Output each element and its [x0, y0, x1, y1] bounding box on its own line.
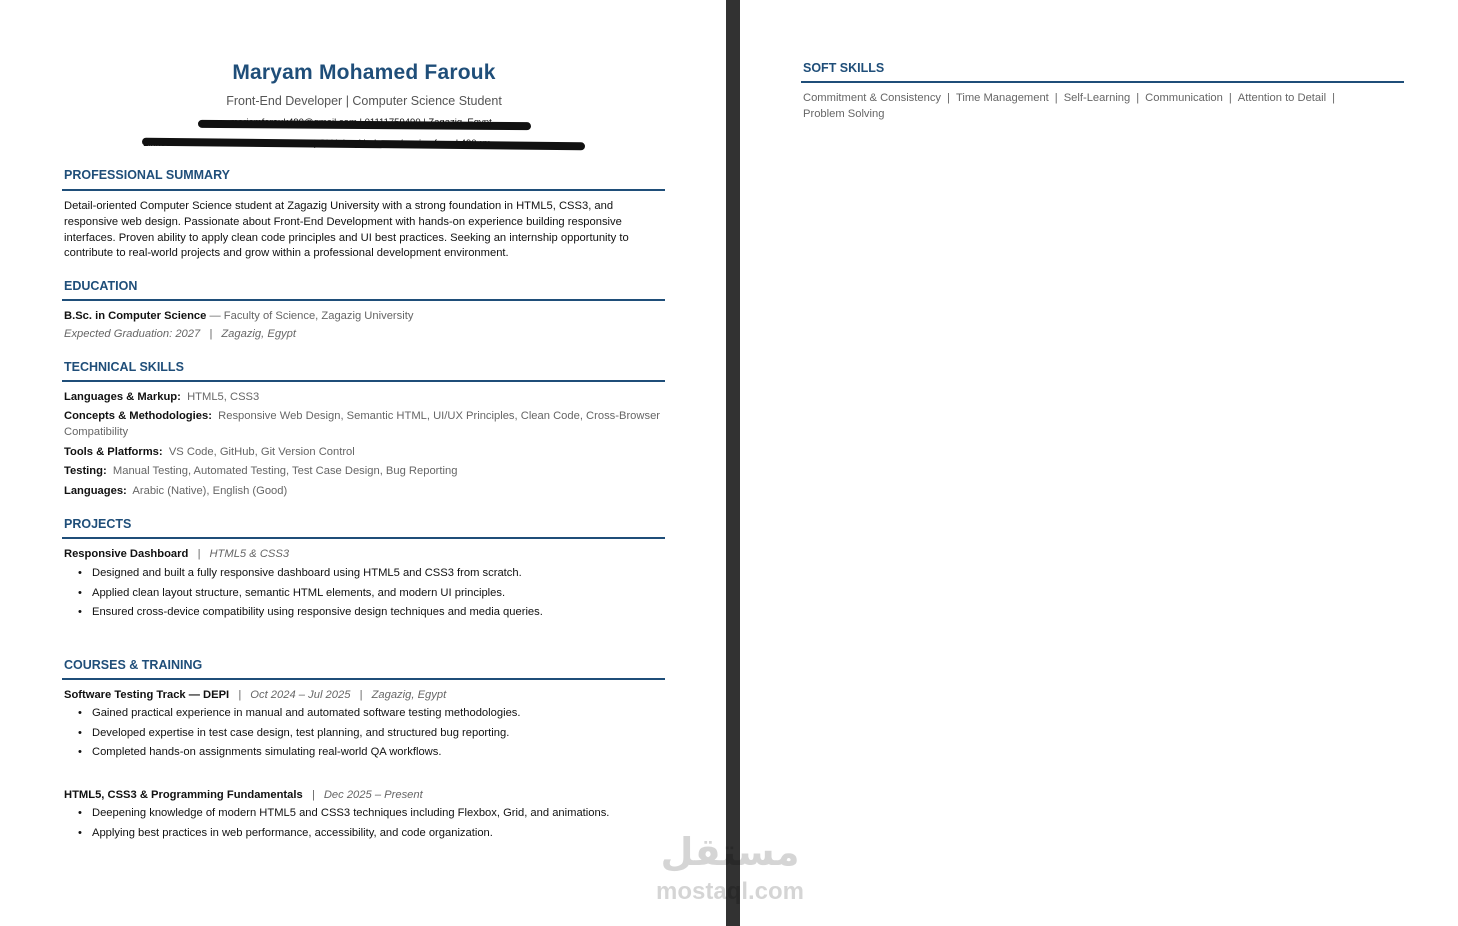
list-item: • Gained practical experience in manual and automated software testing methodologies.	[78, 705, 678, 725]
soft-skills-rule	[801, 81, 1404, 83]
contact-redaction	[198, 120, 531, 130]
soft-skill: Problem Solving	[803, 108, 885, 120]
project-bullets	[78, 565, 678, 624]
course-dates: Oct 2024 – Jul 2025	[250, 689, 351, 701]
separator: |	[1228, 92, 1232, 104]
education-degree-line	[64, 308, 664, 324]
separator: |	[1054, 92, 1058, 104]
skill-value: VS Code, GitHub, Git Version Control	[168, 446, 355, 458]
list-item: • Applying best practices in web performance, accessibility, and code organization.	[78, 825, 678, 845]
graduation: Expected Graduation: 2027	[64, 328, 201, 340]
courses-rule	[62, 678, 665, 680]
separator: |	[1136, 92, 1140, 104]
candidate-subtitle: Front-End Developer | Computer Science Student	[226, 94, 502, 108]
skill-value: Arabic (Native), English (Good)	[132, 485, 288, 497]
projects-heading: PROJECTS	[64, 517, 132, 531]
summary-heading: PROFESSIONAL SUMMARY	[64, 168, 230, 182]
separator: |	[359, 689, 363, 701]
project-tech: HTML5 & CSS3	[209, 548, 290, 560]
skill-row	[64, 483, 664, 499]
skill-row	[64, 389, 664, 405]
skill-row	[64, 408, 664, 440]
course-name: HTML5, CSS3 & Programming Fundamentals	[64, 789, 303, 801]
education-heading: EDUCATION	[64, 279, 138, 293]
soft-skill: Communication	[1145, 92, 1223, 104]
courses-heading: COURSES & TRAINING	[64, 658, 203, 672]
skill-label: Tools & Platforms:	[64, 446, 163, 458]
skill-value: Manual Testing, Automated Testing, Test Case Design, Bug Reporting	[112, 465, 458, 477]
project-name: Responsive Dashboard	[64, 548, 189, 560]
list-item: • Deepening knowledge of modern HTML5 and CSS3 techniques including Flexbox, Grid, and animations.	[78, 805, 678, 825]
soft-skills-list	[803, 90, 1403, 122]
skill-label: Testing:	[64, 465, 107, 477]
skill-label: Concepts & Methodologies:	[64, 410, 212, 422]
degree: B.Sc. in Computer Science	[64, 310, 207, 322]
skill-label: Languages:	[64, 485, 127, 497]
separator: |	[238, 689, 242, 701]
course-bullets	[78, 805, 678, 844]
course-name: Software Testing Track — DEPI	[64, 689, 230, 701]
list-item: • Designed and built a fully responsive dashboard using HTML5 and CSS3 from scratch.	[78, 565, 678, 585]
projects-rule	[62, 537, 665, 539]
soft-skill: Attention to Detail	[1237, 92, 1327, 104]
separator: |	[197, 548, 201, 560]
list-item: • Developed expertise in test case design, test planning, and structured bug reporting.	[78, 725, 678, 745]
skills-rule	[62, 380, 665, 382]
soft-skill: Self-Learning	[1063, 92, 1131, 104]
separator: |	[311, 789, 315, 801]
skill-row	[64, 463, 664, 479]
soft-skill: Commitment & Consistency	[803, 92, 942, 104]
resume-page-1	[0, 0, 726, 926]
skill-value: HTML5, CSS3	[187, 391, 260, 403]
soft-skill: Time Management	[955, 92, 1049, 104]
list-item: • Ensured cross-device compatibility using responsive design techniques and media queries.	[78, 604, 678, 624]
course-bullets	[78, 705, 678, 764]
separator: |	[1332, 92, 1336, 104]
resume-page-2	[740, 0, 1458, 926]
list-item: • Completed hands-on assignments simulating real-world QA workflows.	[78, 744, 678, 764]
mostaql-watermark	[640, 830, 820, 910]
summary-rule	[62, 189, 665, 191]
course-location: Zagazig, Egypt	[371, 689, 447, 701]
page-divider	[726, 0, 740, 926]
education-location: Zagazig, Egypt	[221, 328, 296, 340]
course-dates: Dec 2025 – Present	[323, 789, 423, 801]
separator: |	[947, 92, 950, 104]
institution: — Faculty of Science, Zagazig University	[209, 310, 414, 322]
skill-row	[64, 444, 664, 460]
summary-text: Detail-oriented Computer Science student at Zagazig University with a strong foundation in HTML5, CSS3, and responsive web design. Passionate about Front-End Development with hands-on experience building responsive interfaces. Proven ability to apply clean code principles and UI best practices. Seeking an internship opportunity to contribute to real-world projects and grow within a professional development environment.	[64, 200, 629, 260]
education-graduation-line	[64, 326, 664, 342]
skills-heading: TECHNICAL SKILLS	[64, 360, 184, 374]
candidate-name: Maryam Mohamed Farouk	[232, 61, 496, 84]
course-title-line	[64, 787, 664, 803]
soft-skills-heading: SOFT SKILLS	[803, 61, 885, 75]
list-item: • Applied clean layout structure, semantic HTML elements, and modern UI principles.	[78, 585, 678, 605]
watermark-latin: mostaql.com	[655, 878, 805, 905]
skill-value: Responsive Web Design, Semantic HTML, UI/UX Principles, Clean Code, Cross-Browser Compatibility	[64, 410, 661, 438]
education-rule	[62, 299, 665, 301]
watermark-arabic: مستقل	[660, 830, 800, 874]
separator: |	[209, 328, 213, 340]
project-title-line	[64, 546, 664, 562]
course-title-line	[64, 687, 664, 703]
skill-label: Languages & Markup:	[64, 391, 181, 403]
